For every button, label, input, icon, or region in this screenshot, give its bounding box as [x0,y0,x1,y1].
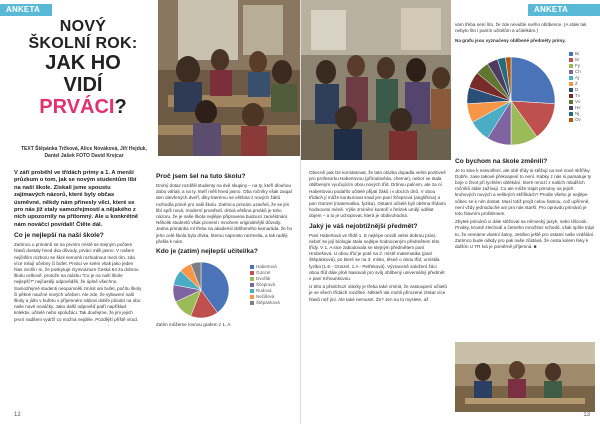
section-tag-right: ANKETA [528,4,600,16]
left-column-2 [156,170,294,330]
article-credits: TEXT Štěpánka Trčková, Alice Nováková, Jiří Hejduk, Daniel Jašek FOTO David Krejcar [21,146,147,159]
subject-legend-swatch [569,88,573,92]
left-column-1 [14,170,142,325]
title-accent: PRVÁCI [39,96,115,118]
title-line-2: ŠKOLNÍ ROK: [28,35,138,52]
subject-legend-label: Fy [575,62,580,68]
subject-legend-item [569,117,581,123]
subject-legend-swatch [569,100,573,104]
teacher-legend-label: Günzel [256,270,271,276]
subject-legend-swatch [569,52,573,56]
teacher-legend-swatch [250,277,254,281]
subject-legend-label: Ch [575,68,581,74]
subject-legend-label: Ov [575,116,581,122]
subject-legend-label: D [575,86,579,92]
lead-paragraph: V září proběhl ve třídách primy a 1. A menší průzkum o tom, jak se novým studentům líbí na naší škole. Získali jsme spoustu zajímavých názorů, které byly občas úsměvné, někdy nám přinesly věci, které se pro nás již staly samozřejmostí a nějakého z nich upozornily na přítomný. Ale u konkrétně nám nováčci povídali! Čtěte dál. [14,170,139,228]
teacher-legend-swatch [250,283,254,287]
teacher-legend-label: Nečillová [256,294,275,300]
subject-legend-label: Aj [575,74,580,80]
subject-legend-swatch [569,64,573,68]
heading-why-school: Proč jsem šel na tuto školu? [156,173,246,180]
teacher-legend-swatch [250,295,254,299]
subject-legend-swatch [569,112,573,116]
teacher-legend-label: Štěpánková [256,300,280,306]
teacher-legend-swatch [250,301,254,305]
subjects-pie-chart [455,47,567,155]
subjects-chart [455,47,595,155]
title-line-5 [14,96,152,118]
heading-best-thing: Co je nejlepší na naší škole? [14,232,104,240]
paragraph-best-thing: Zatímco u primánů se na prvním místě se stejným počtem hlasů dostaly hned dva důvody, prváci měli jasno. V našem nejčitším rozboru se škol nemohli rozhodnout mezi tím, zda více milují učebny či bufet. Prváci ve svém však jako jeden hlas zvolili i to, že poskytuje Gymnázium Česká 64 za dobrou školu celkově, protože na otázku "Co je na naší škole nejlepší?" nejčastěji odpověděli, že úplně všechno. Samozřejmě studenti neopomněli zmínit ani bufet, počítu školy či pěkné naučné nových učeben. Ale zde, že vybavení naší školy a jídlo v bufetu v příjemném nábovi dobře působí na obu naše nové nováčky. Jako další odpověď patří například kolektiv, učitelé nebo spolužáci. Tak doufejme, že jim jejich první nadšení vydrží co možná nejdéle. Pozdější příště vítod. [14,242,142,322]
paragraph-why-school: Druhý dotaz rozdělil studenty na dvě skupiny – na ty, kteří dlouhou dobu váhali, a na ty, kteří měli hned jasno. Oba ročníky však zaujal den otevřených dveří, díky kterému se většina z nových žáků rozhodla právě pro naši školu. Zatímco primáni uzavřeli, že se jim líbí spíš nová, moderní prostředí, drtivá většina prváků je toho názoru, že je naše škola nejlépe připravena budoucí zaměstnání. Několik studentů však pronesl i mnohem originálnější důvody. Jedna primánka ml třeba na akademii oblíbeného kamaráda, že ho jeho celé škola byla dívka, kterou naprosto nezmeila, a tak raději přešla k nám. [156,183,293,244]
heading-hardest-subject: Jaký je váš nejobtížnější předmět? [309,222,418,230]
subject-legend-swatch [569,82,573,86]
page-number-left: 12 [14,412,21,418]
subject-legend-label: Vv [575,98,581,104]
subject-legend-swatch [569,106,573,110]
title-question-mark: ? [114,96,127,118]
teacher-legend-label: Habertová [256,264,277,270]
teacher-legend-label: Rudová [256,288,272,294]
paragraph-hardest-subject: Paní Habertová ve třídě 1. E nejlépe ocvidí velmi dobrou práci, neboť se její biologie stala nejlépe hodnoceným předmětem této třídy. V 1. A sice zabodovala se stejným předmětem paní Hrubešová. U obou tříd je poté na 2. místě matematika (paní Štěpánková), po které se na 3. místo, těsně o obou tříd, umístila fyzika (1.E - Günzel, 1.A - Petřeková). Vývraceně založení žáci obou tříd dále plně Nasovali pro svůj oblíbený universálný předmět v paní Krhounkovou. [309,232,445,282]
title-line-3: JAK HO [45,52,121,74]
subject-legend-label: Tv [575,92,580,98]
section-tag-left: ANKETA [0,4,52,16]
subject-legend-label: Bi [575,50,580,56]
subject-legend-swatch [569,94,573,98]
chart-caption-subjects: Na grafu jsou vyznačeny oblíbené předměty primy. [455,38,566,44]
teacher-legend-swatch [250,271,254,275]
teacher-legend-swatch [250,289,254,293]
subjects-chart-legend [569,51,581,123]
teacher-legend-item [250,300,280,306]
right-column-2 [455,22,595,252]
subject-legend-label: Nj [575,110,580,116]
article-title [14,18,152,118]
subject-legend-swatch [569,118,573,122]
teacher-legend-label: Ščeprová [256,282,276,288]
subject-legend-swatch [569,70,573,74]
teacher-pie-chart [156,258,246,322]
page-number-right: 13 [583,412,590,418]
title-line-1: NOVÝ [59,18,107,35]
teacher-chart [156,258,294,322]
paragraph-teacher-note: U této a předchozí otázky je třeba také zmínit, že zastoupení učitelů je ve všech třídách rozdílné. Někteří tak mohli přirozené získat více hlasů než jiní. Ale také nemusel. Že? Jen na to myslete, až [309,284,447,302]
paragraph-favourite-note: vám třeba není líto, že zde nevidíte svého oblíbence. (A stále tak nebylo líto i paním učitelům a učitelkám.) [455,22,587,34]
right-page [300,0,600,424]
subject-legend-swatch [569,76,573,80]
chart-caption-teacher: Zatím můžeme rovnou grafem z 1. A. [156,322,232,328]
subject-legend-label: Z [575,80,578,86]
teacher-chart-legend [250,264,280,306]
teacher-legend-swatch [250,265,254,269]
paragraph-lockers: Je to stoe k nesvolfení, ale obě třídy si stěžují na své nové skříňky. Dobře, zase takové překvapení to není. Kabky z nás si pamatuje ty boje o život při tychlém oblékání, které mnozí z našich mladších ročníků stále zažívají. Co ale může trápit primány na jejich kruhových nových a veškrých skříňkách? Prodle všeho je nejlépe vůbec se k nim dostat. Musí totiž projít celou šatnou, což upřímně, není vždy jednoduché ani pro nás starší. Pro opravdu primánů je toto hlavním problémem. [455,167,592,217]
hallway-photo [301,0,451,160]
title-line-4: VIDÍ [63,74,103,96]
teacher-legend-label: Dvořák [256,276,271,282]
subject-legend-swatch [569,58,573,62]
classroom-photo [158,0,300,156]
subject-slice-bi [511,57,555,104]
subject-legend-label: M [575,56,579,62]
paragraph-other-complaints: Zbytek primánů ci dále stěžoval na německý jazyk, nebo tělocvik. Prváky, kromě zlechodí a četného množství schodů, však spíše trápí to, že nemáme vlastní šatny. Jestlivo ještě pro ostatní naše vzdělání. Zatímco bude odkdy pro pak naše zůstává, že cesta kolem řeky k dalším U TR tvá je poměrně příjemná. ■ [455,219,595,250]
paragraph-teacher-results: Obecně pak lze konstatovat, že tato otázka dopadla velmi pozitivně pro profesorku Habertovou (přírodověda, chemie), neboť se stala oblíbeným vyučujícím obou nových tříd. Drtinou palcem, ale za ní Habertovou podařilo učitelé přijatí žáků i v docích dnů. V obou třídách jí může konkurovat snad jen paní Ščeprová (angličtina) a pan Günzel (matematika, fyzika). Ostatní učitelé byli oběma třídami hodnoceni méně. Výše zmínění kantoři v řetízek umějí udělat dojem – a to je uchopovat, která je obdivuhodná. [309,170,446,219]
heading-best-teacher: Kdo je (zatím) nejlepší učitel/ka? [156,248,258,256]
subject-legend-label: Hv [575,104,581,110]
students-photo [455,342,595,412]
right-column-1 [309,170,447,305]
heading-what-to-change: Co bychom na škole změnili? [455,157,548,165]
